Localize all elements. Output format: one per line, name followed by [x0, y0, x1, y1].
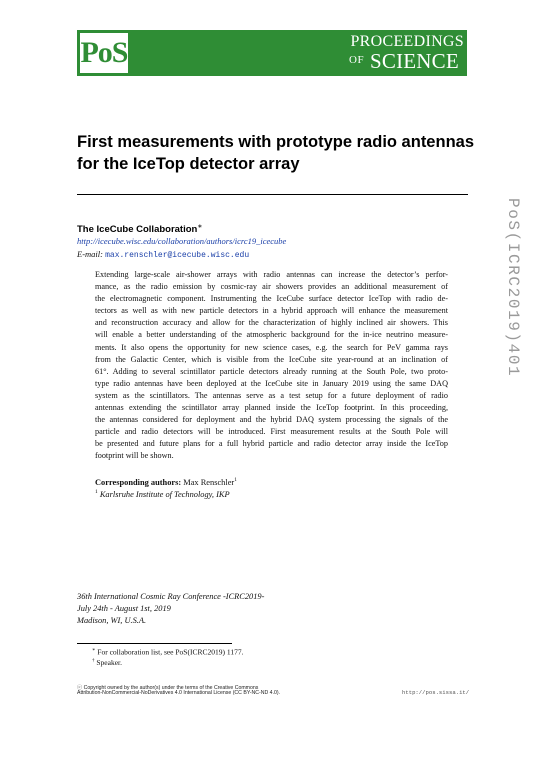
email-link[interactable]: max.renschler@icecube.wisc.edu	[105, 251, 250, 260]
footnote-1-mark: ∗	[92, 648, 96, 653]
abstract-line: particle and radio detectors will be introduced. First measurement results at the South Pole will	[95, 427, 448, 437]
affiliation-text: Karlsruhe Institute of Technology, IKP	[99, 489, 230, 499]
footnote-2	[92, 658, 122, 667]
abstract-line: the electromagnetic component. Instrumenting the IceCube surface detector IceTop with radio de-	[95, 294, 448, 304]
affiliation-mark: 1	[95, 489, 98, 495]
footnote-2-text: Speaker.	[96, 658, 122, 667]
abstract-line: antennas extending the scintillator array planned inside the IceTop footprint. In this proceeding,	[95, 403, 448, 413]
abstract-line: tectors as well as with new particle detectors in a hybrid approach will enhance the measurement	[95, 306, 448, 316]
paper-title	[77, 131, 477, 175]
email-label: E-mail:	[77, 249, 103, 259]
title-line-2: for the IceTop detector array	[77, 155, 300, 173]
abstract-line: the antennas considered for deployment and the hybrid DAQ system processing the signals of the	[95, 415, 448, 425]
abstract-line: will enable a better understanding of the atmospheric background for the in-ice neutrino measure-	[95, 330, 448, 340]
author-name	[77, 223, 202, 235]
author-footnote-mark: ∗	[197, 224, 203, 230]
author-text: The IceCube Collaboration	[77, 224, 198, 236]
science-text: SCIENCE	[370, 49, 459, 73]
license-line-1: ⓒ Copyright owned by the author(s) under the terms of the Creative Commons	[77, 685, 259, 691]
license-line-2: Attribution-NonCommercial-NoDerivatives 4.0 International License (CC BY-NC-ND 4.0).	[77, 690, 281, 696]
pos-logo-text: PoS	[80, 36, 128, 69]
corresponding-authors	[95, 477, 237, 487]
abstract	[95, 269, 448, 463]
abstract-line: from the Galactic Center, which is visible from the IceCube site year-round at an inclination of	[95, 354, 448, 364]
corresponding-mark: 1	[234, 477, 237, 483]
abstract-line: footprint will be shown.	[95, 451, 174, 461]
corresponding-label: Corresponding authors:	[95, 477, 182, 487]
abstract-line: Extending large-scale air-shower arrays with radio antennas can increase the detector’s perfor-	[95, 270, 448, 279]
abstract-line: type radio antennas have been deployed at the IceCube site in January 2019 using the same DAQ	[95, 378, 448, 388]
abstract-line: system as the scintillators. The antennas serve as a test setup for a future deployment of radio	[95, 390, 448, 400]
conference-dates: July 24th - August 1st, 2019	[77, 604, 171, 613]
email-line	[77, 249, 249, 260]
pos-logo	[80, 33, 128, 73]
title-divider	[77, 194, 468, 195]
abstract-line: be presented and future plans for a full hybrid particle and radio detector array inside the IceTop	[95, 439, 448, 449]
conference-name: 36th International Cosmic Ray Conference -ICRC2019-	[77, 592, 265, 601]
footnote-1	[92, 647, 243, 657]
footnote-1-text: For collaboration list, see PoS(ICRC2019) 1177.	[97, 647, 244, 657]
of-text: OF	[349, 54, 365, 66]
pos-side-stamp: PoS(ICRC2019)401	[504, 198, 522, 378]
pos-url-link[interactable]: http://pos.sissa.it/	[402, 689, 470, 696]
conference-location: Madison, WI, U.S.A.	[77, 616, 147, 625]
title-line-1: First measurements with prototype radio antennas	[77, 133, 474, 151]
footnote-2-mark: †	[92, 658, 95, 664]
abstract-line: 61°. Adding to several scintillator particle detectors already running at the South Pole, two proto-	[95, 366, 448, 376]
footnote-divider	[77, 643, 232, 644]
author-url-link[interactable]: http://icecube.wisc.edu/collaboration/authors/icrc19_icecube	[77, 236, 287, 246]
proceedings-text: PROCEEDINGS	[350, 33, 464, 50]
abstract-line: and reconstruction accuracy and allow for the characterization of highly inclined air showers. This	[95, 318, 448, 328]
abstract-line: mance, as the radio emission by cosmic-ray air showers provides an additional measurement of	[95, 282, 448, 292]
corresponding-name: Max Renschler	[183, 477, 235, 487]
affiliation	[95, 489, 230, 499]
abstract-line: ments. It also opens the opportunity for new science cases, e.g. the search for PeV gamma rays	[95, 342, 448, 352]
